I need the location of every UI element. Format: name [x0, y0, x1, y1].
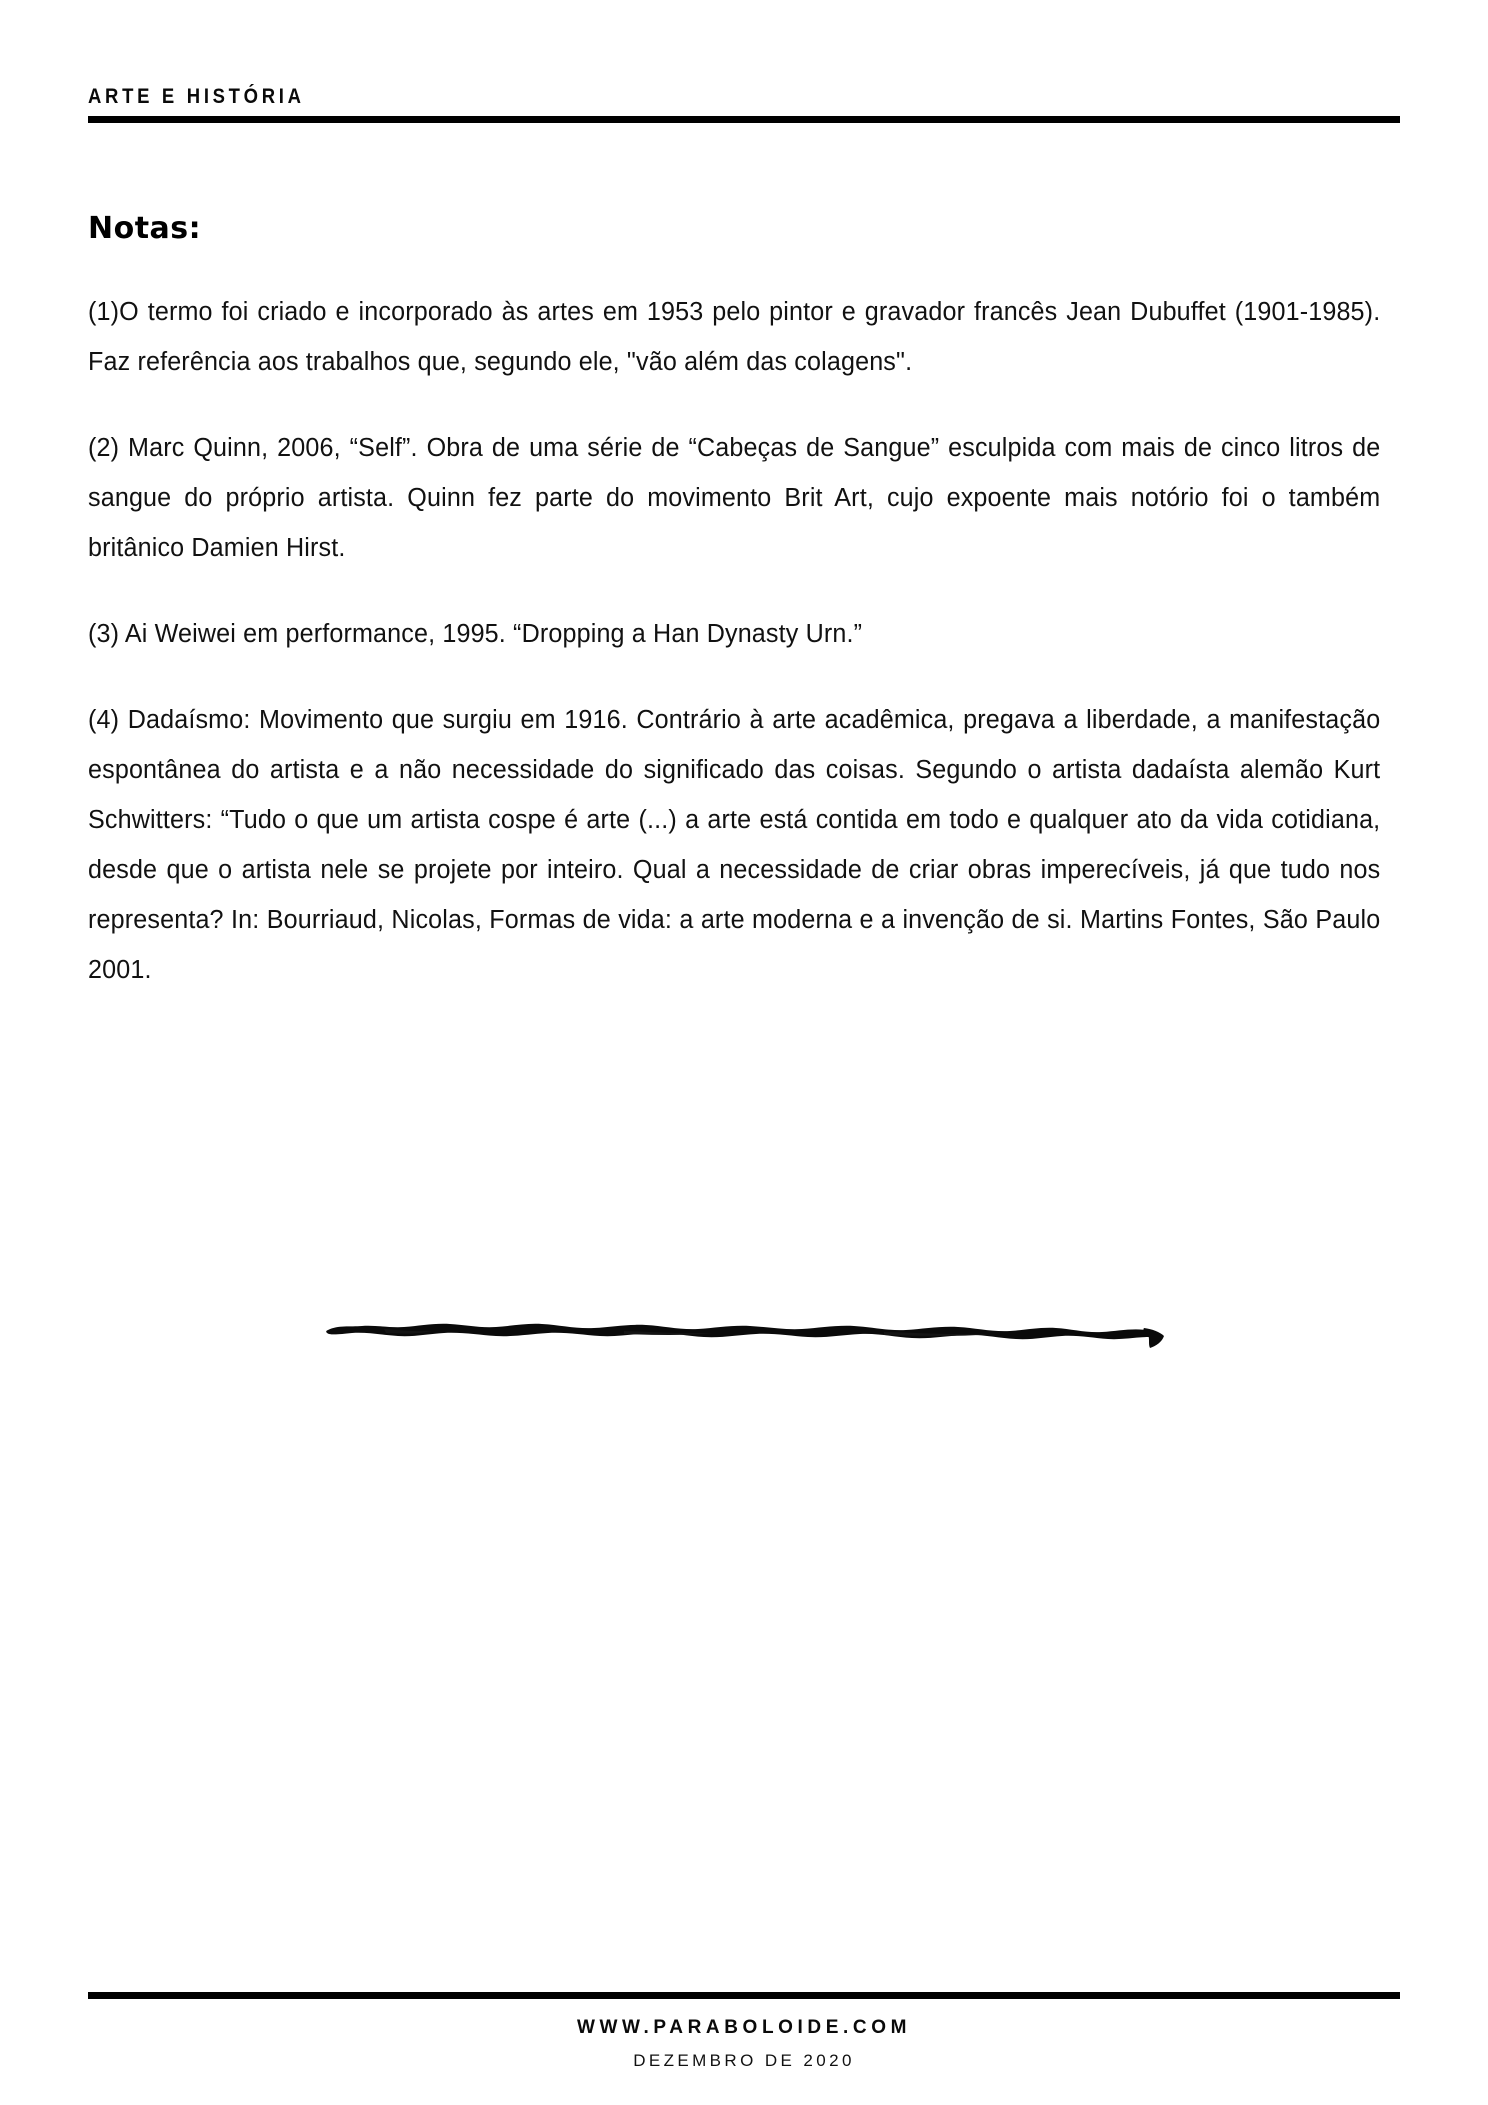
note-paragraph-4: (4) Dadaísmo: Movimento que surgiu em 1916. Contrário à arte acadêmica, pregava a liberdade, a manifestação espontânea do artista e a não necessidade do significado das coisas. Segundo o artista dadaísta alemão Kurt Schwitters: “Tudo o que um artista cospe é arte (...) a arte está contida em todo e qualquer ato da vida cotidiana, desde que o artista nele se projete por inteiro. Qual a necessidade de criar obras imperecíveis, já que tudo nos representa? In: Bourriaud, Nicolas, Formas de vida: a arte moderna e a invenção de si. Martins Fontes, São Paulo 2001. — [88, 706, 1381, 984]
note-paragraph-3: (3) Ai Weiwei em performance, 1995. “Dropping a Han Dynasty Urn.” — [88, 620, 863, 648]
header-divider-rule — [88, 116, 1400, 123]
divider-container — [0, 1300, 1488, 1370]
footer-website-url[interactable]: WWW.PARABOLOIDE.COM — [576, 2017, 912, 2038]
note-paragraph-2: (2) Marc Quinn, 2006, “Self”. Obra de uma série de “Cabeças de Sangue” esculpida com mais de cinco litros de sangue do próprio artista. Quinn fez parte do movimento Brit Art, cujo expoente mais notório foi o também britânico Damien Hirst. — [88, 434, 1381, 562]
page-footer — [88, 1992, 1400, 2069]
notes-heading: Notas: — [88, 211, 202, 246]
note-paragraph-1: (1)O termo foi criado e incorporado às artes em 1953 pelo pintor e gravador francês Jean Dubuffet (1901-1985). Faz referência aos trabalhos que, segundo ele, "vão além das colagens". — [88, 298, 1381, 376]
page-header — [88, 86, 1400, 123]
page-title: ARTE E HISTÓRIA — [88, 85, 305, 108]
notes-section — [88, 212, 1400, 995]
footer-issue-date: DEZEMBRO DE 2020 — [633, 2051, 855, 2070]
footer-divider-rule — [88, 1992, 1400, 1999]
brush-stroke-divider-icon — [324, 1300, 1164, 1370]
